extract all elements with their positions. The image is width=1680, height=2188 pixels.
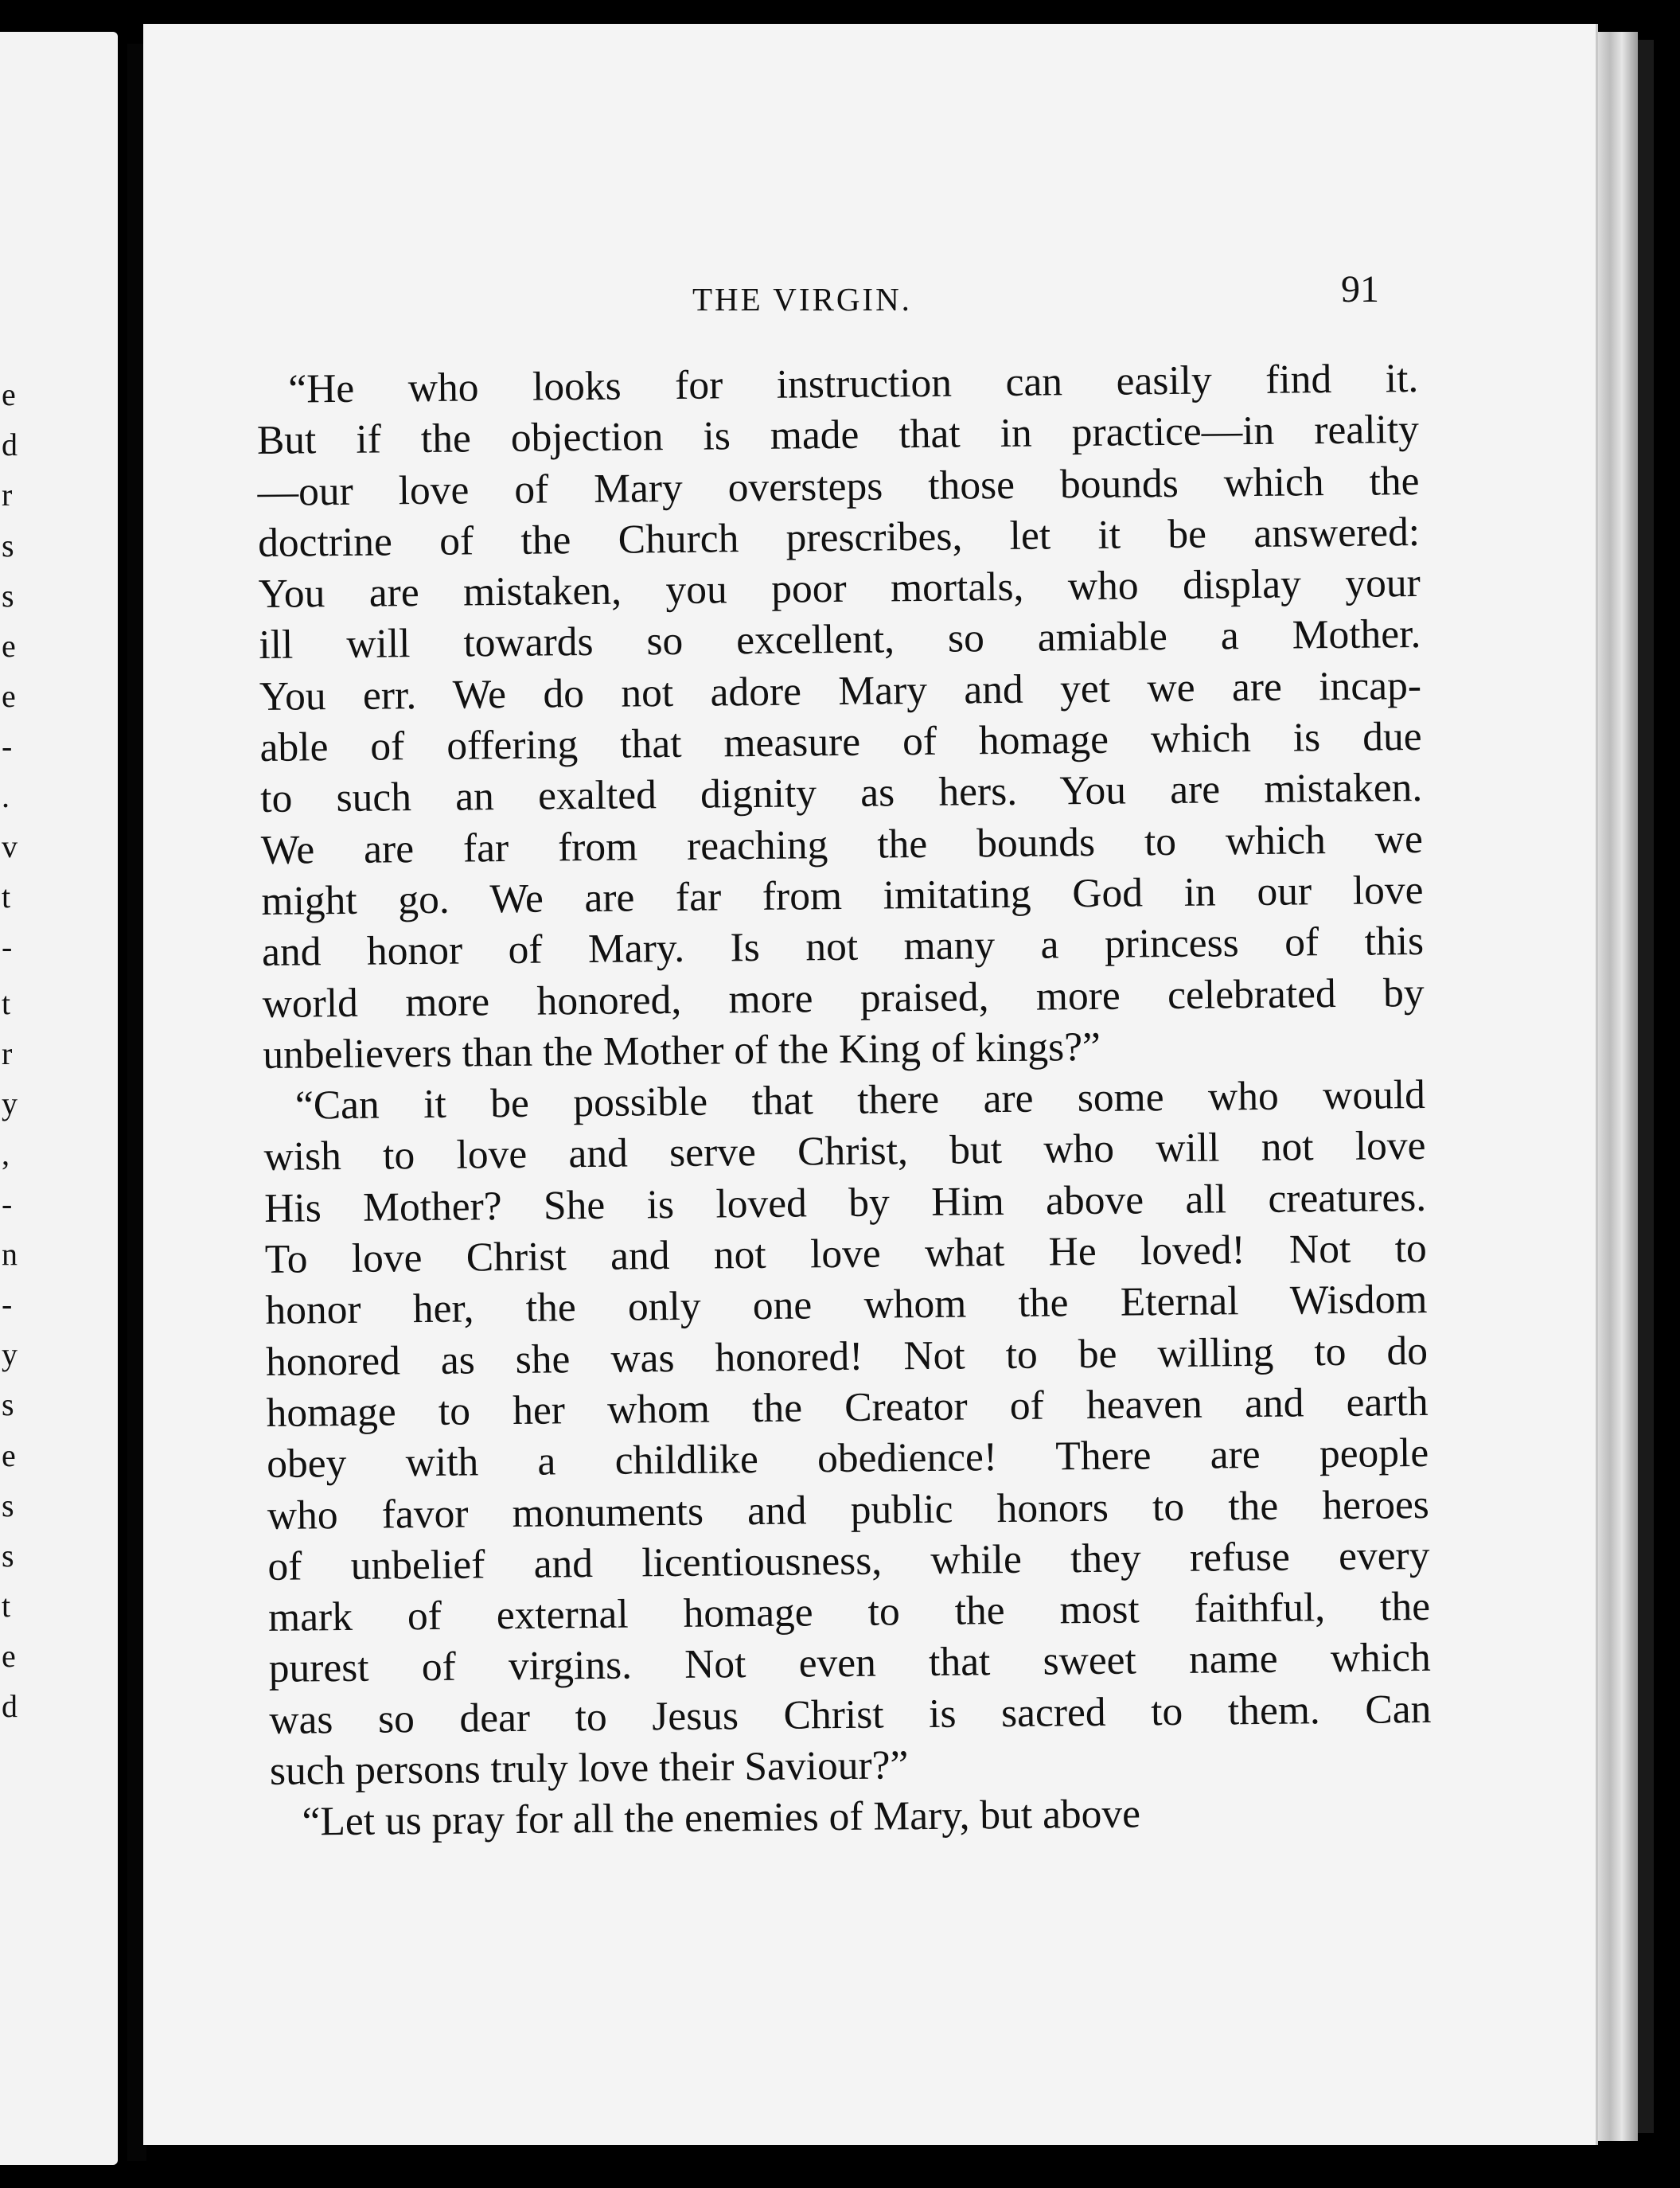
text-line: able of offering that measure of homage which is due — [259, 714, 1422, 771]
running-head: THE VIRGIN. — [692, 281, 912, 318]
text-line: mark of external homage to the most faithful, the — [267, 1584, 1431, 1641]
left-page-fragment: s — [2, 577, 14, 614]
left-page-fragment: s — [2, 527, 14, 564]
left-page-fragment: t — [2, 985, 11, 1021]
left-page-fragment: e — [2, 677, 16, 714]
text-line: “He who looks for instruction can easily find it. — [288, 355, 1419, 412]
left-page-fragment: e — [2, 376, 16, 413]
paragraph — [256, 353, 1425, 1081]
text-line: honor her, the only one whom the Eternal Wisdom — [265, 1277, 1428, 1334]
left-facing-page — [0, 32, 118, 2165]
text-line: obey with a childlike obedience! There are people — [266, 1430, 1429, 1488]
left-page-fragment: r — [2, 1035, 13, 1071]
left-page-fragment: y — [2, 1085, 18, 1121]
left-page-fragment: - — [2, 728, 13, 764]
text-line: who favor monuments and public honors to the heroes — [267, 1481, 1430, 1539]
text-line: doctrine of the Church prescribes, let it be answered: — [257, 509, 1421, 566]
left-page-fragment: y — [2, 1336, 18, 1373]
text-line: —our love of Mary oversteps those bounds which the — [257, 458, 1420, 515]
text-line: to such an exalted dignity as hers. You are mistaken. — [259, 765, 1423, 822]
left-page-fragment: - — [2, 1185, 13, 1222]
left-page-fragment: r — [2, 477, 13, 513]
text-line: and honor of Mary. Is not many a princess of this — [261, 918, 1425, 976]
text-line: of unbelief and licentiousness, while they refuse every — [267, 1532, 1430, 1589]
text-line: purest of virgins. Not even that sweet name which — [268, 1635, 1431, 1692]
page-edge-shadow — [1638, 40, 1654, 2133]
left-page-fragment: e — [2, 1637, 16, 1674]
left-page-fragment: t — [2, 879, 11, 915]
left-page-fragment: e — [2, 1437, 16, 1473]
text-line: wish to love and serve Christ, but who will not love — [263, 1123, 1426, 1180]
text-line: You err. We do not adore Mary and yet we are incap- — [259, 662, 1422, 720]
left-page-fragment: t — [2, 1587, 11, 1624]
left-page-fragment: e — [2, 627, 16, 664]
text-line: such persons truly love their Saviour?” — [269, 1742, 909, 1794]
left-page-fragment: s — [2, 1387, 14, 1423]
left-page-fragment: v — [2, 829, 18, 865]
text-line: unbelievers than the Mother of the King of kings?” — [263, 1024, 1101, 1078]
text-line: “Can it be possible that there are some who would — [294, 1072, 1426, 1129]
left-page-fragment: d — [2, 1688, 18, 1725]
text-line: was so dear to Jesus Christ is sacred to them. Can — [269, 1686, 1432, 1743]
left-page-fragment: s — [2, 1487, 14, 1523]
text-line: We are far from reaching the bounds to which we — [260, 816, 1424, 873]
text-line: honored as she was honored! Not to be willing to do — [265, 1328, 1429, 1385]
text-line: homage to her whom the Creator of heaven and earth — [266, 1379, 1429, 1436]
left-page-fragment: . — [2, 778, 10, 815]
left-page-fragment: , — [2, 1135, 10, 1172]
left-page-fragment: - — [2, 929, 13, 965]
text-line: To love Christ and not love what He loved! Not to — [264, 1225, 1428, 1282]
text-line: might go. We are far from imitating God in our love — [261, 867, 1424, 924]
text-line: His Mother? She is loved by Him above all creatures. — [263, 1174, 1427, 1231]
text-line: “Let us pray for all the enemies of Mary, but above — [302, 1791, 1141, 1845]
page-edge — [1598, 32, 1638, 2141]
text-line: ill will towards so excellent, so amiable a Mother. — [259, 611, 1421, 669]
left-page-fragment: - — [2, 1286, 13, 1323]
page-number: 91 — [1341, 268, 1379, 310]
text-line: world more honored, more praised, more celebrated by — [262, 969, 1425, 1027]
left-page-fragment: d — [2, 427, 18, 463]
text-line: But if the objection is made that in practice—in reality — [256, 407, 1420, 464]
text-line: You are mistaken, you poor mortals, who display your — [258, 560, 1421, 618]
left-page-fragment: s — [2, 1537, 14, 1574]
paragraph — [263, 1070, 1432, 1797]
body-text — [256, 353, 1432, 1849]
left-page-fragment: n — [2, 1236, 18, 1273]
